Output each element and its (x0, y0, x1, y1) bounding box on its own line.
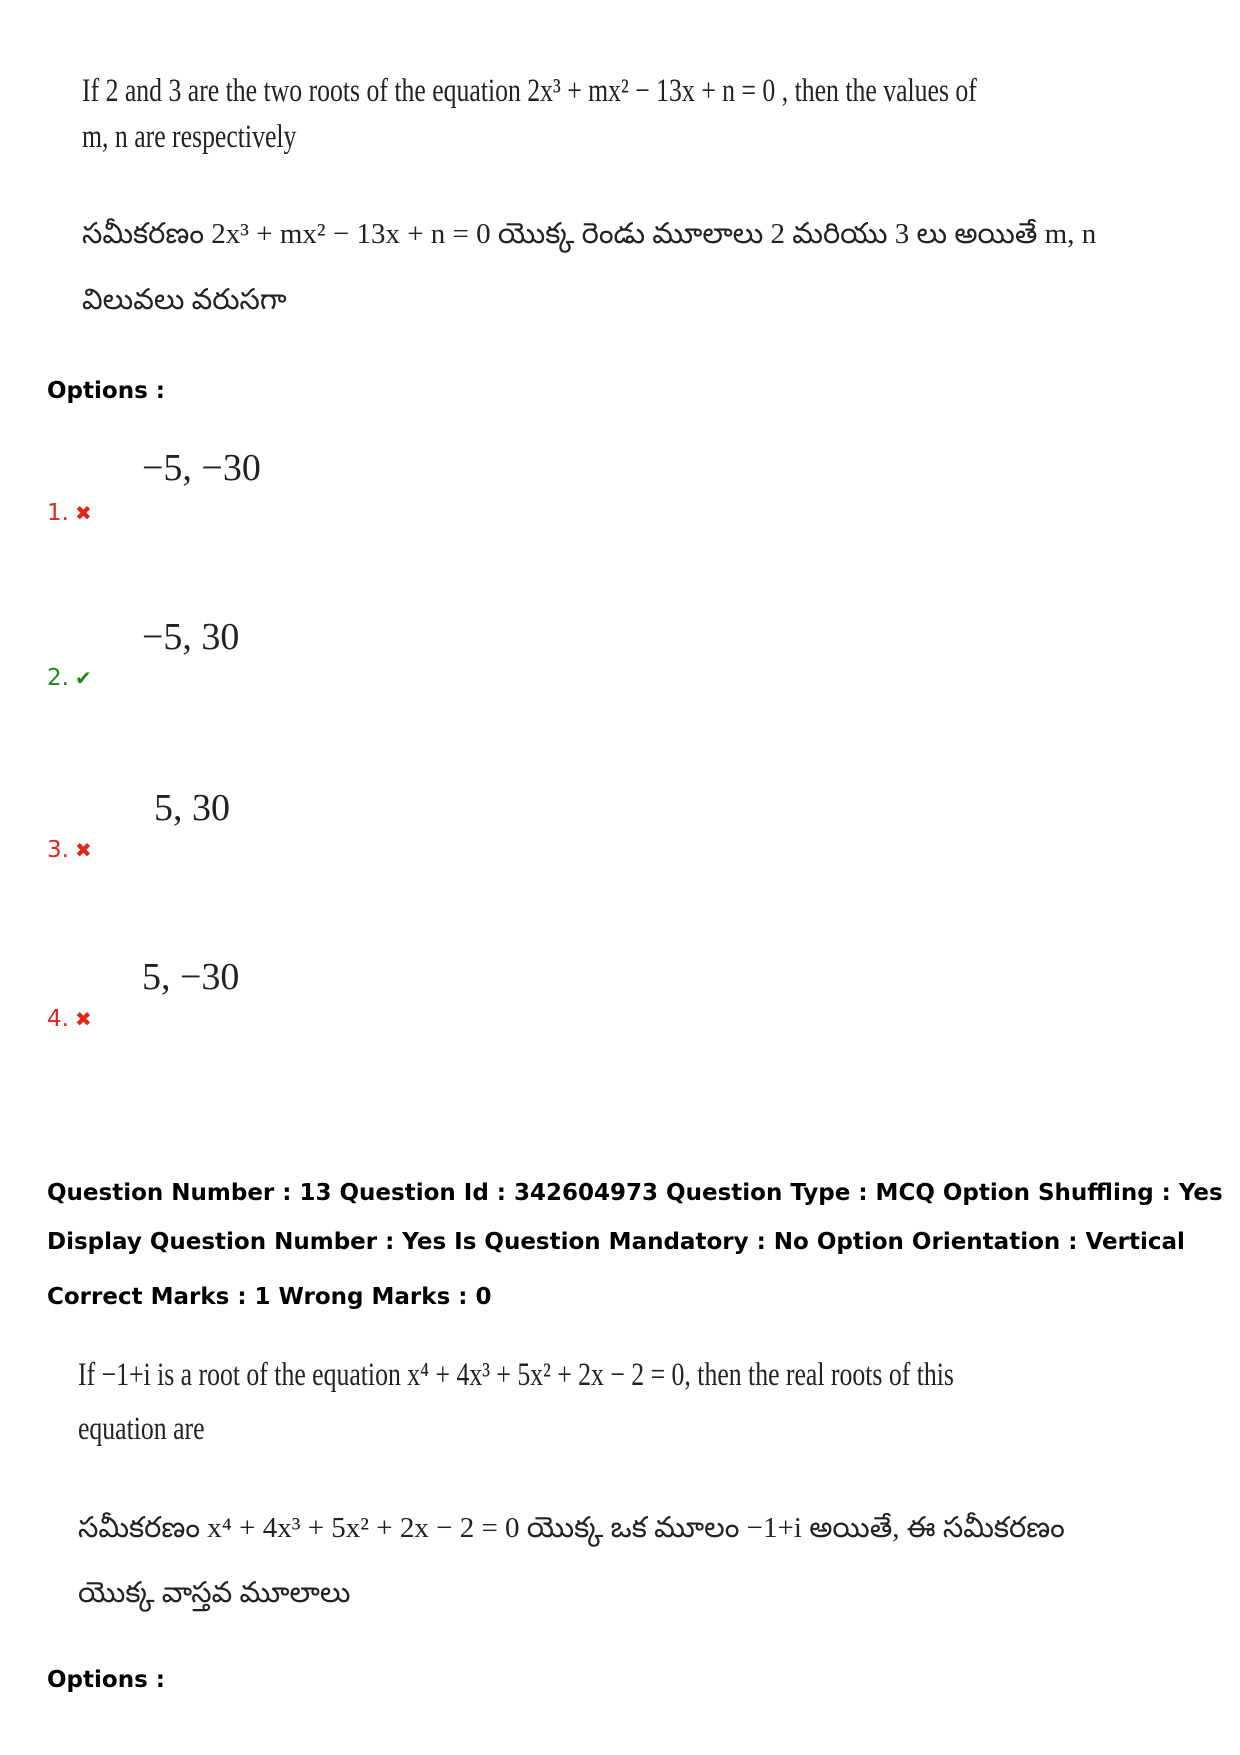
q12-english-line2: m, n are respectively (82, 119, 297, 155)
q12-option-1 (47, 500, 92, 526)
q13-telugu-line1: సమీకరణం x⁴ + 4x³ + 5x² + 2x − 2 = 0 యొక్క ఒక మూలం −1+i అయితే, ఈ సమీకరణం (78, 1512, 1065, 1544)
option-number: 4. (47, 1006, 69, 1032)
q12-telugu-line1: సమీకరణం 2x³ + mx² − 13x + n = 0 యొక్క రెండు మూలాలు 2 మరియు 3 లు అయితే m, n (82, 218, 1097, 250)
cross-icon: ✖ (74, 1007, 92, 1031)
q13-telugu-line2: యొక్క వాస్తవ మూలాలు (78, 1577, 351, 1609)
q12-option-3 (47, 837, 92, 863)
option-number: 2. (47, 665, 69, 691)
q12-option-2-value: −5, 30 (142, 616, 240, 658)
q12-telugu-line2: విలువలు వరుసగా (82, 284, 287, 316)
option-number: 1. (47, 500, 69, 526)
q13-meta-line1: Question Number : 13 Question Id : 342604973 Question Type : MCQ Option Shuffling : Yes (47, 1180, 1223, 1206)
option-number: 3. (47, 837, 69, 863)
q12-english-line1: If 2 and 3 are the two roots of the equation 2x³ + mx² − 13x + n = 0 , then the values of (82, 73, 977, 109)
cross-icon: ✖ (74, 501, 92, 525)
q13-meta-line3: Correct Marks : 1 Wrong Marks : 0 (47, 1284, 492, 1310)
q13-options-label: Options : (47, 1667, 165, 1693)
cross-icon: ✖ (74, 838, 92, 862)
q13-meta-line2: Display Question Number : Yes Is Question Mandatory : No Option Orientation : Vertical (47, 1229, 1185, 1255)
q12-option-3-value: 5, 30 (154, 787, 230, 829)
q12-options-label: Options : (47, 378, 165, 404)
q12-option-1-value: −5, −30 (142, 447, 261, 489)
q13-english-line2: equation are (78, 1411, 205, 1447)
check-icon: ✔ (74, 666, 92, 690)
q13-english-line1: If −1+i is a root of the equation x⁴ + 4x³ + 5x² + 2x − 2 = 0, then the real roots of this (78, 1357, 954, 1393)
q12-option-4 (47, 1006, 92, 1032)
q12-option-4-value: 5, −30 (142, 956, 240, 998)
q12-option-2 (47, 665, 92, 691)
